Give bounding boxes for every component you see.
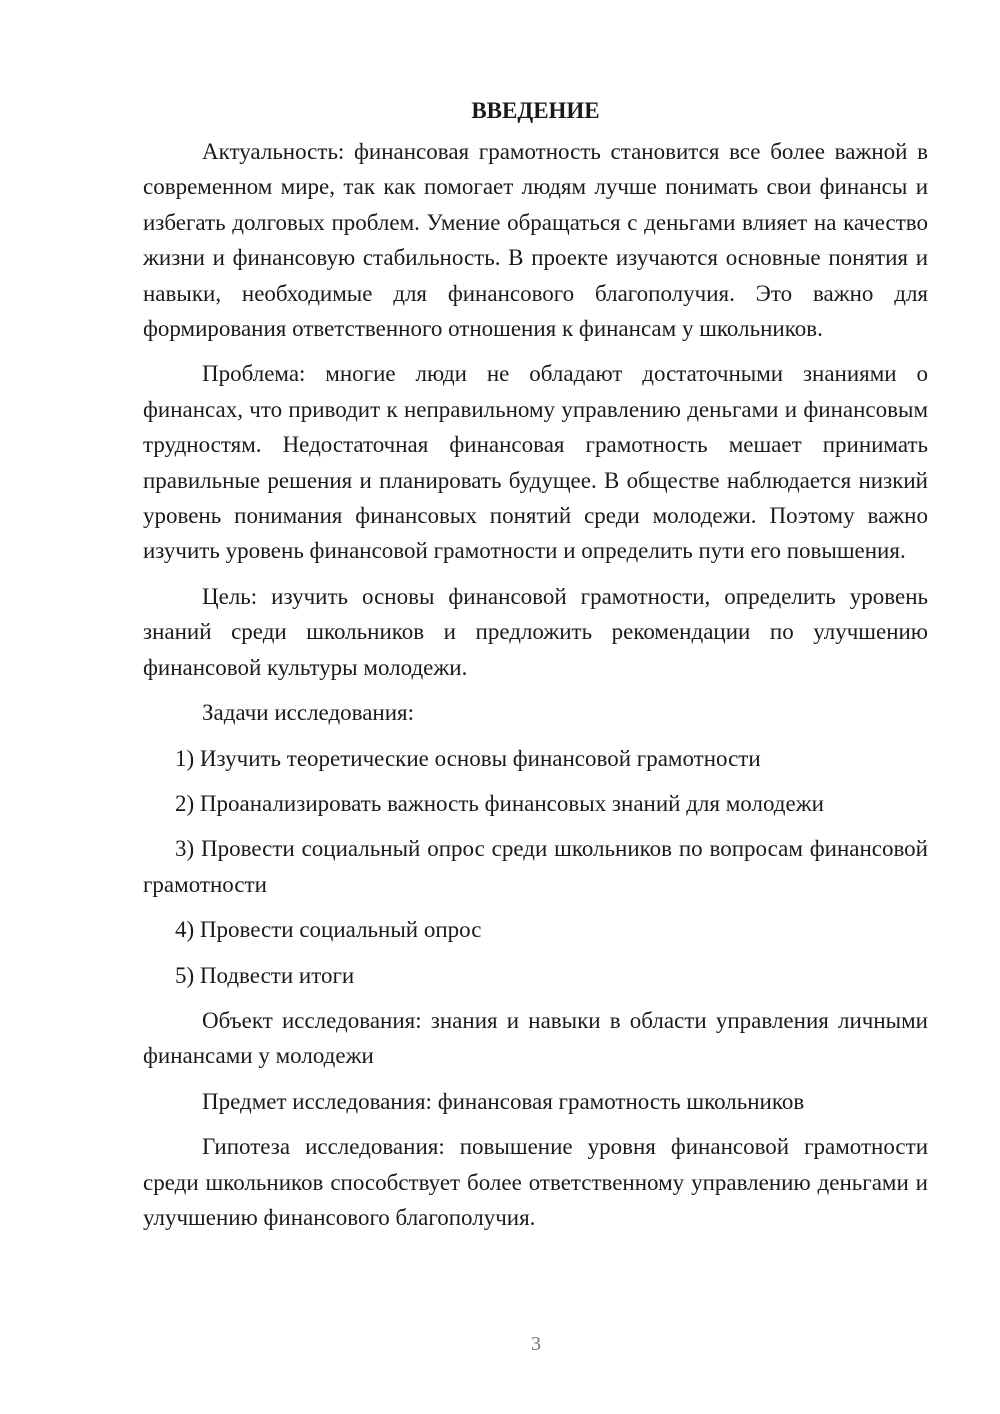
page-number: 3: [531, 1333, 541, 1355]
paragraph-problem: Проблема: многие люди не обладают достаточными знаниями о финансах, что приводит к неправильному управлению деньгами и финансовым трудностям. Недостаточная финансовая грамотность мешает принимать правильные решения и планировать будущее. В обществе наблюдается низкий уровень понимания финансовых понятий среди молодежи. Поэтому важно изучить уровень финансовой грамотности и определить пути его повышения.: [143, 361, 928, 564]
document-heading: ВВЕДЕНИЕ: [471, 98, 600, 123]
task-item-2: 2) Проанализировать важность финансовых знаний для молодежи: [175, 790, 824, 816]
paragraph-relevance: Актуальность: финансовая грамотность становится все более важной в современном мире, так как помогает людям лучше понимать свои финансы и избегать долговых проблем. Умение обращаться с деньгами влияет на качество жизни и финансовую стабильность. В проекте изучаются основные понятия и навыки, необходимые для финансового благополучия. Это важно для формирования ответственного отношения к финансам у школьников.: [143, 139, 928, 342]
paragraph-hypothesis: Гипотеза исследования: повышение уровня финансовой грамотности среди школьников способствует более ответственному управлению деньгами и улучшению финансового благополучия.: [143, 1134, 928, 1230]
task-item-4: 4) Провести социальный опрос: [175, 917, 482, 943]
tasks-title: Задачи исследования:: [202, 700, 415, 726]
task-item-5: 5) Подвести итоги: [175, 962, 355, 988]
document-page: [143, 96, 928, 1245]
task-item-3: 3) Провести социальный опрос среди школьников по вопросам финансовой грамотности: [143, 836, 928, 897]
paragraph-goal: Цель: изучить основы финансовой грамотности, определить уровень знаний среди школьников и предложить рекомендации по улучшению финансовой культуры молодежи.: [143, 583, 928, 680]
task-item-1: 1) Изучить теоретические основы финансовой грамотности: [175, 745, 761, 771]
paragraph-subject: Предмет исследования: финансовая грамотность школьников: [202, 1088, 805, 1114]
paragraph-object: Объект исследования: знания и навыки в области управления личными финансами у молодежи: [143, 1007, 928, 1069]
